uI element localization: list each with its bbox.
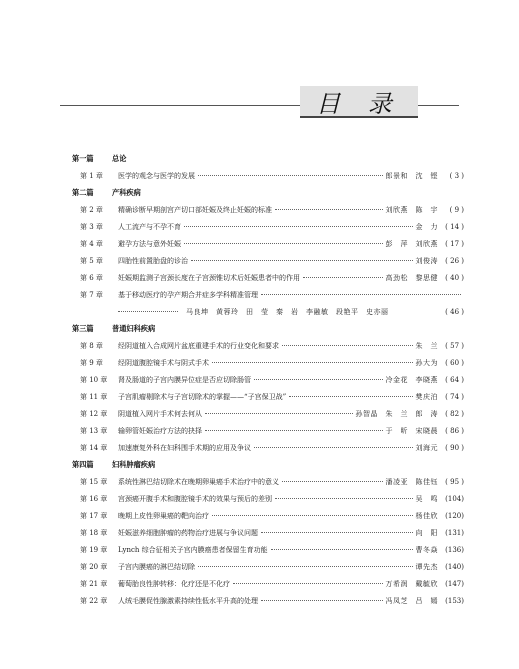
chapter-title: 四胎性前置胎盘的诊治 [118, 256, 188, 265]
chapter-title: 人绒毛膜促性腺激素持续性低水平升高的处理 [118, 596, 258, 605]
chapter-number: 第 17 章 [80, 511, 108, 520]
toc-entry[interactable] [72, 201, 464, 218]
dot-leader [289, 396, 412, 397]
chapter-authors: 冷金花 李晓燕 [385, 375, 438, 384]
toc-entry[interactable] [72, 558, 464, 575]
chapter-authors: 孙智晶 朱 兰 郎 涛 [355, 409, 438, 418]
chapter-authors: 曹冬焱 [415, 545, 438, 554]
part-name: 总论 [112, 154, 127, 163]
dot-leader [184, 243, 383, 244]
chapter-number: 第 3 章 [80, 222, 103, 231]
dot-leader [254, 447, 413, 448]
chapter-number: 第 2 章 [80, 205, 103, 214]
chapter-number: 第 7 章 [80, 290, 103, 299]
dot-leader [205, 413, 353, 414]
page-number: ( 95 ) [445, 477, 464, 486]
chapter-number: 第 9 章 [80, 358, 103, 367]
chapter-number: 第 13 章 [80, 426, 108, 435]
page-number: ( 74 ) [445, 392, 464, 401]
chapter-authors: 杨佳欣 [415, 511, 438, 520]
chapter-number: 第 14 章 [80, 443, 108, 452]
chapter-number: 第 5 章 [80, 256, 103, 265]
chapter-title: 子宫内膜癌的淋巴结切除 [118, 562, 195, 571]
toc-entry[interactable] [72, 252, 464, 269]
chapter-authors: 万希润 戴毓欣 [385, 579, 438, 588]
toc-entry[interactable] [72, 388, 464, 405]
toc-entry-continuation [72, 303, 464, 320]
page-number: (136) [445, 545, 464, 554]
dot-leader [261, 600, 383, 601]
dot-leader [282, 481, 383, 482]
chapter-title: 经阴道植入合成网片盆底重建手术的行业变化和要求 [118, 341, 279, 350]
chapter-number: 第 1 章 [80, 171, 103, 180]
chapter-title: 葡萄胎良性肿转移：化疗还是不化疗 [118, 579, 230, 588]
chapter-number: 第 10 章 [80, 375, 108, 384]
toc-entry[interactable] [72, 286, 464, 303]
page-number: ( 17 ) [445, 239, 464, 248]
chapter-title: Lynch 综合征相关子宫内膜癌患者保留生育功能 [118, 545, 268, 554]
dot-leader [275, 498, 413, 499]
dot-leader [282, 345, 413, 346]
toc-entry[interactable] [72, 592, 464, 609]
chapter-authors: 刘海元 [415, 443, 438, 452]
page-number: (131) [445, 528, 464, 537]
chapter-authors: 朱 兰 [415, 341, 438, 350]
chapter-authors: 刘欣燕 陈 宇 [385, 205, 438, 214]
chapter-title: 输卵管妊娠治疗方法的抉择 [118, 426, 202, 435]
part-name: 妇科肿瘤疾病 [112, 460, 156, 469]
dot-leader [212, 515, 413, 516]
page-number: ( 90 ) [445, 443, 464, 452]
chapter-number: 第 16 章 [80, 494, 108, 503]
page-number: (140) [445, 562, 464, 571]
toc-entry[interactable] [72, 405, 464, 422]
chapter-authors: 郎景和 沈 铿 [385, 171, 438, 180]
chapter-number: 第 20 章 [80, 562, 108, 571]
dot-leader [275, 209, 383, 210]
chapter-title: 子宫肌瘤剔除术与子宫切除术的掌握——“子宫保卫战” [118, 392, 287, 401]
table-of-contents [72, 150, 464, 609]
dot-leader [303, 277, 383, 278]
toc-entry[interactable] [72, 439, 464, 456]
chapter-number: 第 15 章 [80, 477, 108, 486]
part-heading [72, 320, 464, 337]
chapter-authors: 刘俊涛 [415, 256, 438, 265]
toc-entry[interactable] [72, 524, 464, 541]
chapter-authors: 马良坤 黄蓉玲 田 莹 秦 岩 李融敏 段艳平 史亦丽 [186, 307, 389, 316]
chapter-title: 宫颈癌开腹手术和腹腔镜手术的效果与预后的差别 [118, 494, 272, 503]
dot-leader [261, 532, 413, 533]
toc-entry[interactable] [72, 371, 464, 388]
chapter-authors: 金 力 [415, 222, 438, 231]
chapter-title: 避孕方法与意外妊娠 [118, 239, 181, 248]
chapter-title: 加速康复外科在妇科围手术期的应用及争议 [118, 443, 251, 452]
toc-entry[interactable] [72, 422, 464, 439]
toc-entry[interactable] [72, 541, 464, 558]
chapter-authors: 高劲松 黎思健 [385, 273, 438, 282]
chapter-authors: 吴 鸣 [415, 494, 438, 503]
chapter-authors: 向 阳 [415, 528, 438, 537]
page-number: (147) [445, 579, 464, 588]
chapter-title: 妊娠滋养细胞肿瘤的药物治疗进展与争议问题 [118, 528, 258, 537]
chapter-title: 妊娠期监测子宫颈长度在子宫颈锥切术后妊娠患者中的作用 [118, 273, 300, 282]
page-number: ( 9 ) [449, 205, 464, 214]
toc-entry[interactable] [72, 167, 464, 184]
chapter-number: 第 12 章 [80, 409, 108, 418]
chapter-number: 第 21 章 [80, 579, 108, 588]
part-name: 普通妇科疾病 [112, 324, 156, 333]
dot-leader [205, 430, 383, 431]
chapter-authors: 潘凌亚 陈佳钰 [385, 477, 438, 486]
chapter-authors: 于 昕 宋晓晨 [385, 426, 438, 435]
toc-entry[interactable] [72, 235, 464, 252]
part-number: 第一篇 [72, 154, 94, 163]
page-number: ( 46 ) [445, 307, 464, 316]
chapter-title: 阴道植入网片手术何去何从 [118, 409, 202, 418]
chapter-title: 肾及肠道的子宫内膜异位症是否应切除肠管 [118, 375, 251, 384]
chapter-authors: 冯凤芝 吕 嫣 [385, 596, 438, 605]
part-heading [72, 456, 464, 473]
chapter-title: 经阴道腹腔镜手术与阴式手术 [118, 358, 209, 367]
chapter-number: 第 11 章 [80, 392, 108, 401]
dot-leader [198, 566, 413, 567]
part-number: 第四篇 [72, 460, 94, 469]
chapter-title: 医学的观念与医学的发展 [118, 171, 195, 180]
page-number: ( 64 ) [445, 375, 464, 384]
dot-leader [198, 175, 383, 176]
page-number: ( 40 ) [445, 273, 464, 282]
part-heading [72, 184, 464, 201]
chapter-number: 第 18 章 [80, 528, 108, 537]
page-number: ( 57 ) [445, 341, 464, 350]
chapter-title: 人工流产与不孕不育 [118, 222, 181, 231]
chapter-number: 第 19 章 [80, 545, 108, 554]
chapter-number: 第 22 章 [80, 596, 108, 605]
part-heading [72, 150, 464, 167]
part-number: 第三篇 [72, 324, 94, 333]
page-number: ( 82 ) [445, 409, 464, 418]
chapter-title: 晚期上皮性卵巢癌的靶向治疗 [118, 511, 209, 520]
chapter-authors: 彭 萍 刘欣燕 [385, 239, 438, 248]
page-number: ( 3 ) [449, 171, 464, 180]
chapter-title: 系统性淋巴结切除术在晚期卵巢癌手术治疗中的意义 [118, 477, 279, 486]
dot-leader [118, 311, 178, 312]
page-number: ( 26 ) [445, 256, 464, 265]
part-name: 产科疾病 [112, 188, 141, 197]
chapter-number: 第 6 章 [80, 273, 103, 282]
toc-entry[interactable] [72, 354, 464, 371]
page-number: ( 14 ) [445, 222, 464, 231]
page-number: (104) [445, 494, 464, 503]
chapter-number: 第 8 章 [80, 341, 103, 350]
toc-entry[interactable] [72, 575, 464, 592]
dot-leader [271, 549, 413, 550]
page-title: 目 录 [300, 86, 418, 118]
chapter-number: 第 4 章 [80, 239, 103, 248]
chapter-authors: 谭先杰 [415, 562, 438, 571]
chapter-authors: 樊庆泊 [415, 392, 438, 401]
toc-entry[interactable] [72, 473, 464, 490]
toc-entry[interactable] [72, 269, 464, 286]
page-number: (153) [445, 596, 464, 605]
toc-entry[interactable] [72, 218, 464, 235]
dot-leader [191, 260, 413, 261]
chapter-authors: 孙大为 [415, 358, 438, 367]
chapter-title: 基于移动医疗的孕产期合并症多学科精准管理 [118, 290, 258, 299]
page-number: (120) [445, 511, 464, 520]
toc-entry[interactable] [72, 490, 464, 507]
dot-leader [254, 379, 383, 380]
chapter-title: 精确诊断早期剖宫产切口部妊娠及终止妊娠的标准 [118, 205, 272, 214]
dot-leader [212, 362, 413, 363]
toc-entry[interactable] [72, 507, 464, 524]
dot-leader [233, 583, 383, 584]
page-number: ( 86 ) [445, 426, 464, 435]
toc-entry[interactable] [72, 337, 464, 354]
part-number: 第二篇 [72, 188, 94, 197]
dot-leader [184, 226, 413, 227]
dot-leader [261, 294, 461, 295]
page-number: ( 60 ) [445, 358, 464, 367]
